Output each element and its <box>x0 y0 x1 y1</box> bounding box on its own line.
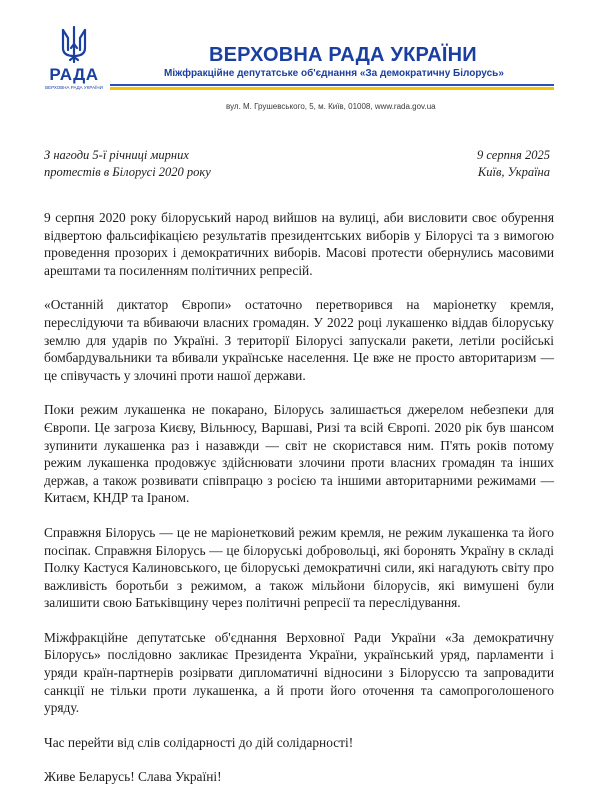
closing-line: Час перейти від слів солідарності до дій солідарності! <box>44 734 354 750</box>
closing-slogan: Живе Беларусь! Слава Україні! <box>44 769 222 785</box>
letterhead-address: вул. М. Грушевського, 5, м. Київ, 01008, www.rada.gov.ua <box>226 102 436 111</box>
letterhead-yellow-rule <box>110 87 554 90</box>
letterhead-blue-rule <box>110 84 554 86</box>
parliament-logo <box>44 24 104 90</box>
organization-title: ВЕРХОВНА РАДА УКРАЇНИ <box>209 44 477 66</box>
logo-caption: ВЕРХОВНА РАДА УКРАЇНИ <box>45 85 103 90</box>
body-paragraph: Міжфракційне депутатське об'єднання Верховної Ради України «За демократичну Білорусь» послідовно закликає Президента України, український уряд, парламенти і уряди країн-партнерів розірвати дипломатичні відносини з Білоруссю та запровадити санкції не тільки проти лукашенка, а й проти його оточення та самопроголошеного уряду. <box>44 629 554 716</box>
body-paragraph: Справжня Білорусь — це не маріонетковий режим кремля, не режим лукашенка та його посіпак. Справжня Білорусь — це білоруські добровольці, які боронять Україну в складі Полку Кастуся Калиновського, це білоруські демократичні сили, які нагадують світу про важливість боротьби з режимом, а також мільйони білорусів, які вимушені були залишити свою Батьківщину через політичні репресії та переслідування. <box>44 524 554 611</box>
occasion-line-2: протестів в Білорусі 2020 року <box>44 165 211 179</box>
logo-wordmark: РАДА <box>49 65 99 84</box>
letter-location: Київ, Україна <box>477 165 550 179</box>
letter-body <box>44 209 554 786</box>
letter-date: 9 серпня 2025 <box>477 148 550 162</box>
trident-icon <box>59 24 89 64</box>
organization-subtitle: Міжфракційне депутатське об'єднання «За демократичну Білорусь» <box>164 68 504 79</box>
body-paragraph: 9 серпня 2020 року білоруський народ вийшов на вулиці, аби висловити своє обурення відвертою фальсифікацією результатів президентських виборів у Білорусі та з вимогою проведення прозорих і демократичних виборів. Масові протести обернулись масовими арештами та посиленням політичних репресій. <box>44 210 554 278</box>
body-paragraph: Поки режим лукашенка не покарано, Білорусь залишається джерелом небезпеки для Європи. Це загроза Києву, Вільнюсу, Варшаві, Ризі та всій Європі. 2020 рік був шансом зупинити лукашенка раз і назавжди — світ не скористався ним. П'ять років потому режим лукашенка продовжує здійснювати злочини проти власних громадян та інших держав, а також розвивати співпрацю з росією та іншими авторитарними режимами — Китаєм, КНДР та Іраном. <box>44 402 554 506</box>
body-paragraph: «Останній диктатор Європи» остаточно перетворився на маріонетку кремля, переслідуючи та вбиваючи власних громадян. У 2022 році лукашенко віддав білоруську землю для ударів по Україні. З території Білорусі запускали ракети, летіли російські бомбардувальники та вбивали українське населення. Це вже не просто авторитаризм — це співучасть у злочині проти нашої держави. <box>44 297 554 383</box>
date-location <box>430 147 550 181</box>
occasion-heading <box>44 147 324 181</box>
occasion-line-1: З нагоди 5-ї річниці мирних <box>44 148 189 162</box>
